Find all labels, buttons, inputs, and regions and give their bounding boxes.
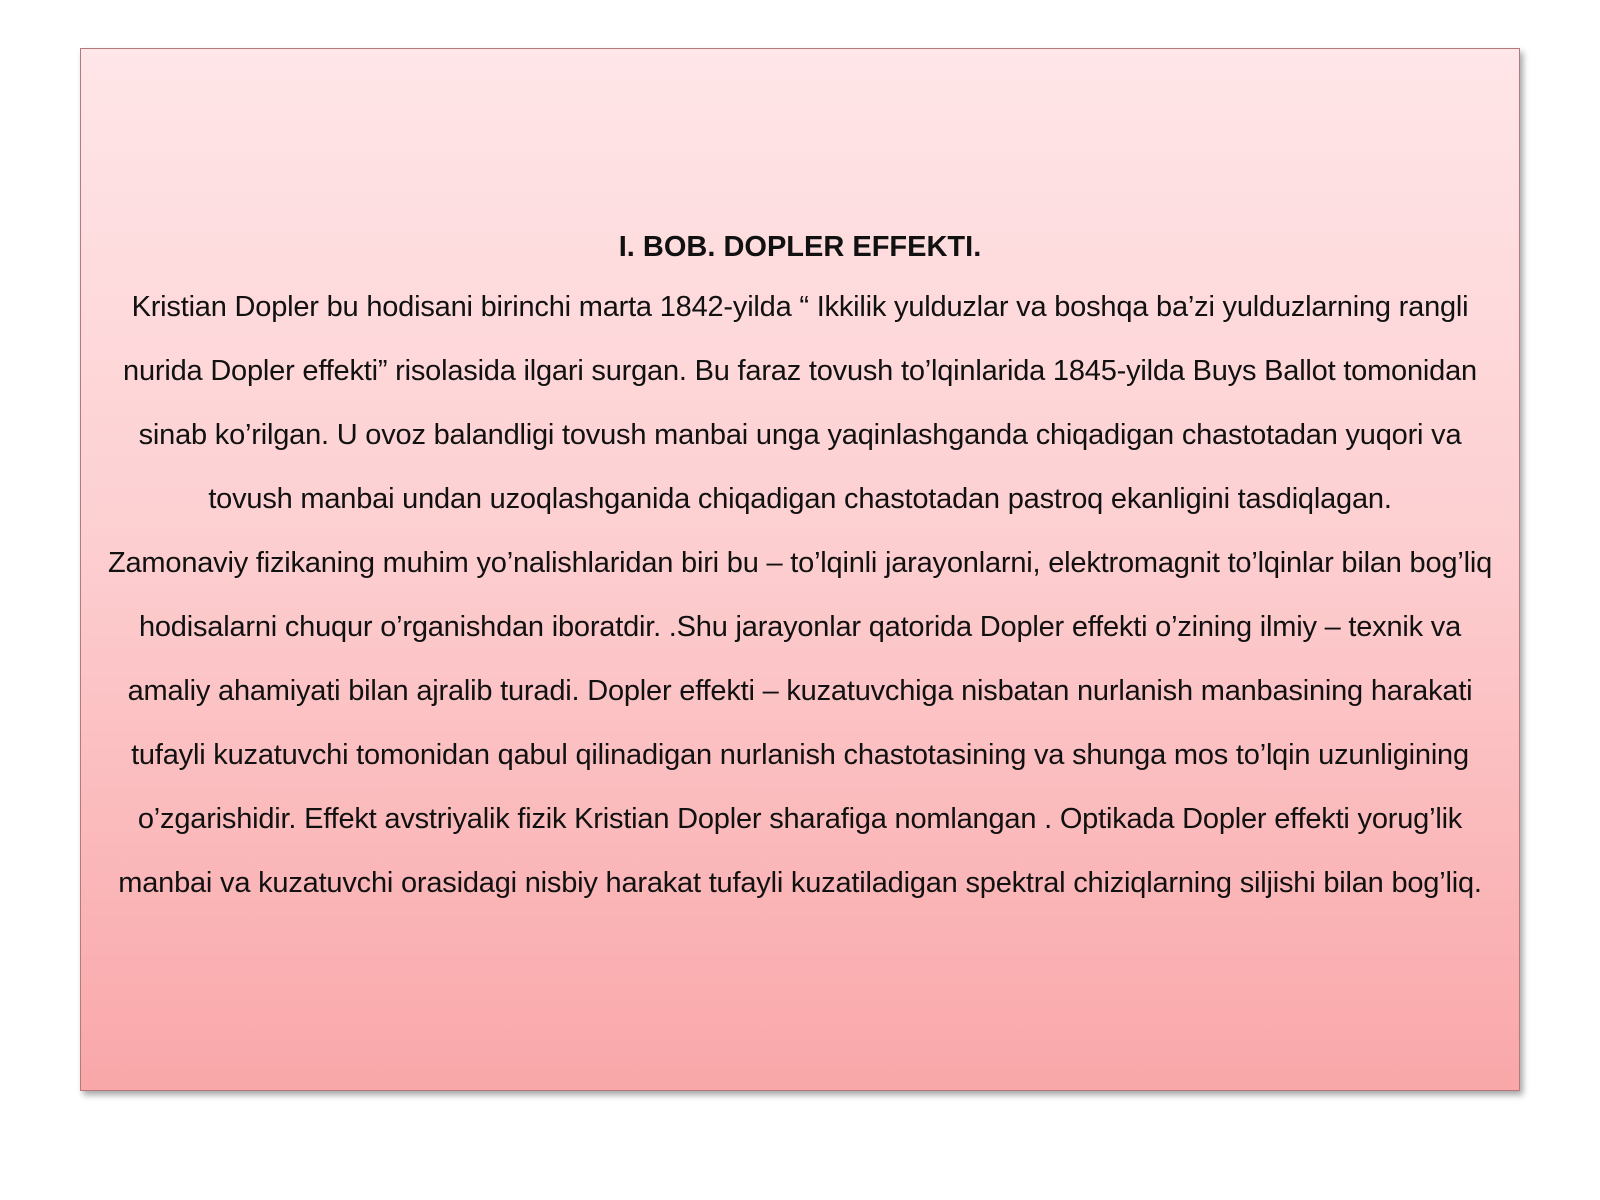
paragraph-2: Zamonaviy fizikaning muhim yo’nalishlaridan biri bu – to’lqinli jarayonlarni, elektromagnit to’lqinlar bilan bog’liq hodisalarni chuqur o’rganishdan iboratdir. .Shu jarayonlar qatorida Dopler effekti o’zining ilmiy – texnik va amaliy ahamiyati bilan ajralib turadi. Dopler effekti – kuzatuvchiga nisbatan nurlanish manbasining harakati tufayli kuzatuvchi tomonidan qabul qilinadigan nurlanish chastotasining va shunga mos to’lqin uzunligining o’zgarishidir. Effekt avstriyalik fizik Kristian Dopler sharafiga nomlangan . Optikada Dopler effekti yorug’lik manbai va kuzatuvchi orasidagi nisbiy harakat tufayli kuzatiladigan spektral chiziqlarning siljishi bilan bog’liq. xyxy=(107,547,1492,899)
text-box xyxy=(80,48,1520,1091)
text-content xyxy=(81,225,1519,915)
document-title: I. BOB. DOPLER EFFEKTI. xyxy=(618,231,982,263)
paragraph-1: Kristian Dopler bu hodisani birinchi marta 1842-yilda “ Ikkilik yulduzlar va boshqa ba’zi yulduzlarning rangli nurida Dopler effekti” risolasida ilgari surgan. Bu faraz tovush to’lqinlarida 1845-yilda Buys Ballot tomonidan sinab ko’rilgan. U ovoz balandligi tovush manbai unga yaqinlashganda chiqadigan chastotadan yuqori va tovush manbai undan uzoqlashganida chiqadigan chastotadan pastroq ekanligini tasdiqlagan. xyxy=(123,291,1477,515)
